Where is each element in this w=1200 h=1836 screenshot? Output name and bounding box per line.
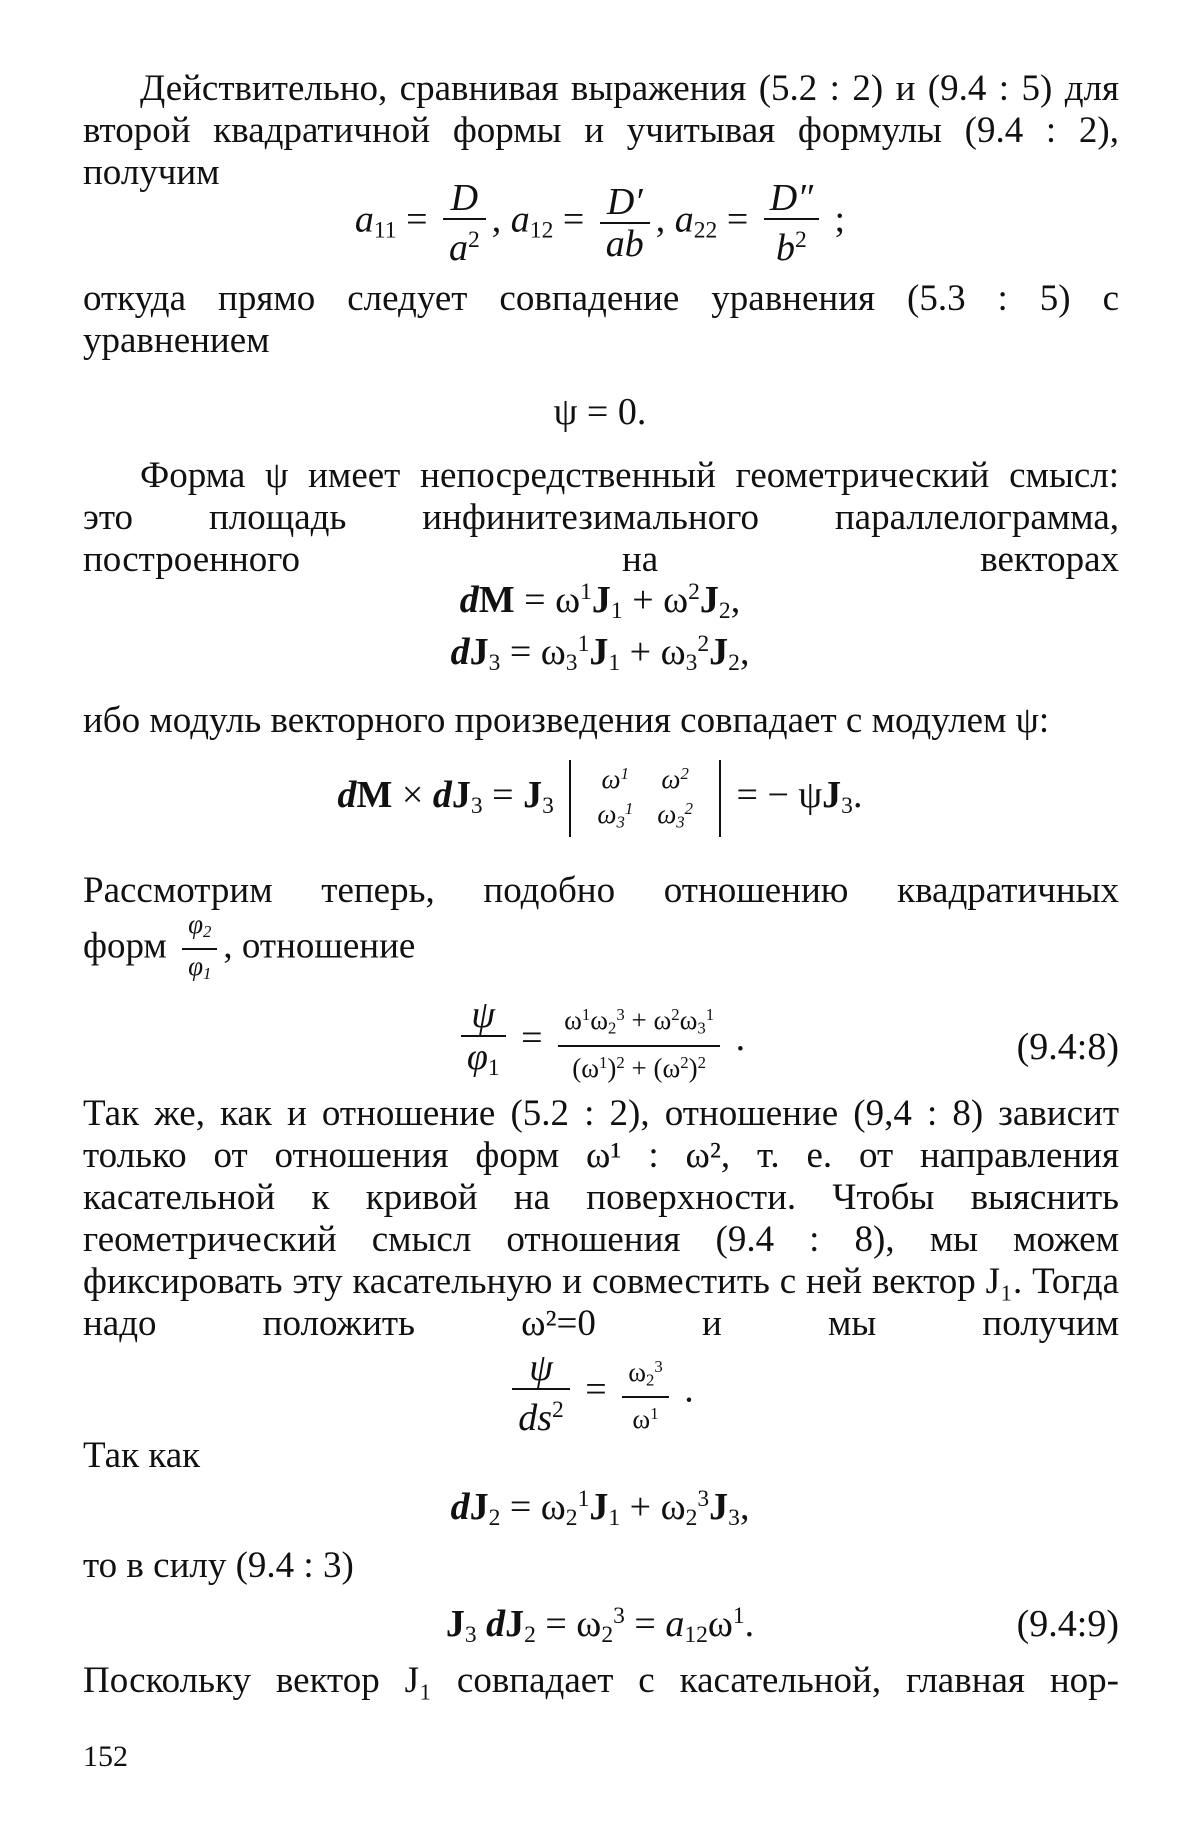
equation-number-9-4-8: (9.4:8) (1016, 1026, 1119, 1068)
determinant: $\omega^1$ $\omega^2$ $\omega_3^1$ $\omega_3^2$ (569, 760, 721, 837)
formula-ratio-psi-phi1: $\frac{\psi}{\varphi_1}$ = $\frac{\omega^1\omega_2^3 + \omega^2\omega_3^1}{(\omega^1)^2 + (\omega^2)^2}$ . (0, 995, 1200, 1088)
page-number: 152 (83, 1740, 128, 1773)
formula-J3-dJ2: $J_3$ $dJ_2 = \omega_2^3 = a_{12}\omega^1$. (445, 1603, 755, 1648)
fraction-phi2-phi1: $\frac{\varphi_2}{\varphi_1}$ (182, 908, 217, 990)
paragraph-coincidence: откуда прямо следует совпадение уравнения (5.3 : 5) с уравнением (83, 278, 1119, 361)
phrase-ratio: , отношение (223, 925, 416, 967)
paragraph-form-psi: Форма ψ имеет непосредственный геометрический смысл: это площадь инфинитезимального параллелограмма, построенного на векторах (83, 455, 1119, 580)
formula-psi-zero: ψ = 0. (553, 391, 647, 433)
paragraph-tangent-normal: Поскольку вектор J₁ совпадает с касательной, главная нор- (83, 1660, 1119, 1701)
paragraph-consider-ratio-line2 (83, 908, 415, 990)
paragraph-since: Так как (83, 1435, 201, 1476)
word-forms: форм (83, 925, 167, 967)
formula-dJ3: $dJ_3 = \omega_3^1J_1 + \omega_3^2J_2$, (450, 631, 750, 676)
paragraph-direction-dependence: Так же, как и отношение (5.2 : 2), отношение (9,4 : 8) зависит только от отношения форм ω¹ : ω², т. е. от направления касательной к кривой на поверхности. Чтобы выяснить геометрический смысл отношения (9.4 : 8), мы можем фиксировать эту касательную и совместить с ней вектор J₁. Тогда надо положить ω²=0 и мы получим (83, 1093, 1119, 1344)
formula-second-form-coefficients: $a_{11}$ = $\frac{D}{a^2}$ , $a_{12}$ = $\frac{D'}{ab}$ , $a_{22}$ = $\frac{D''}{b^2}$ ; (354, 177, 846, 269)
formula-dJ2: $dJ_2 = \omega_2^1J_1 + \omega_2^3J_3$, (450, 1486, 750, 1531)
paragraph-by-virtue: то в силу (9.4 : 3) (83, 1545, 354, 1586)
equation-number-9-4-9: (9.4:9) (1016, 1603, 1119, 1645)
paragraph-intro: Действительно, сравнивая выражения (5.2 : 2) и (9.4 : 5) для второй квадратичной формы и учитывая формулы (9.4 : 2), получим (83, 68, 1119, 193)
formula-psi-ds2: $\frac{\psi}{ds^2}$ = $\frac{\omega_2^3}{\omega^1}$ . (0, 1348, 1200, 1438)
formula-dM: dM = $\omega^1J_1 + \omega^2J_2$, (459, 579, 741, 624)
paragraph-consider-ratio-line1: Рассмотрим теперь, подобно отношению квадратичных (83, 870, 1119, 911)
paragraph-vector-product: ибо модуль векторного произведения совпадает с модулем ψ: (83, 700, 1050, 741)
formula-cross-product: dM × $dJ_3 = J_3$ $\omega^1$ $\omega^2$ $\omega_3^1$ $\omega_3^2$ = − $\psi J_3$. (0, 760, 1200, 837)
